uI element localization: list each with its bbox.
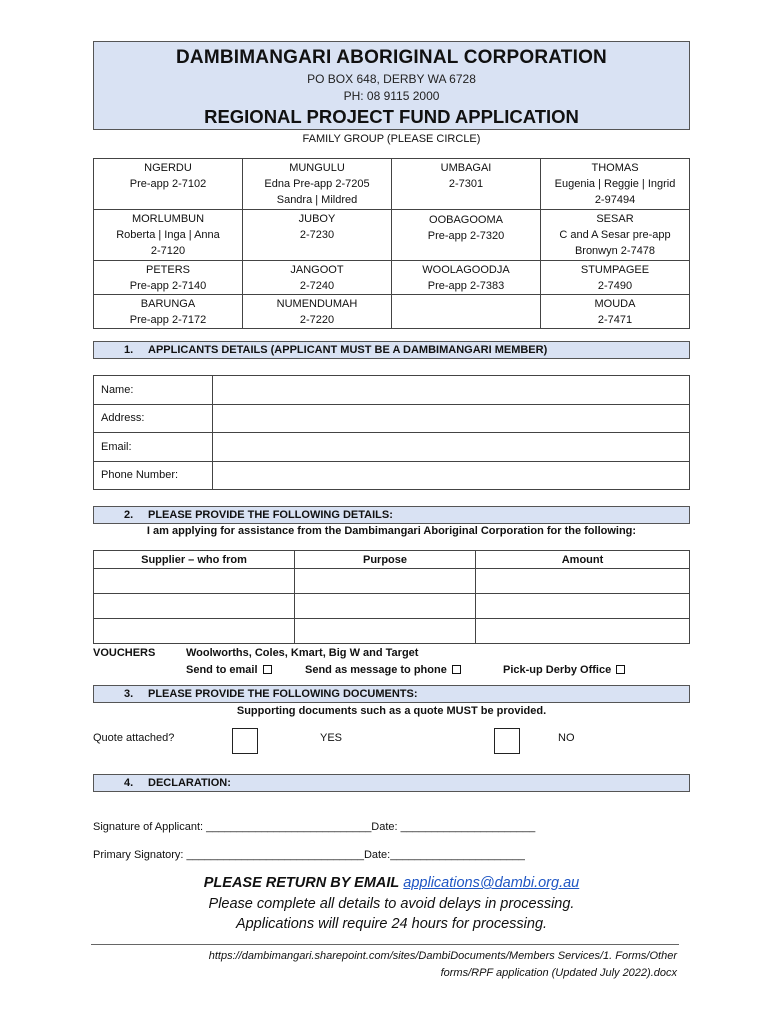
form-title: REGIONAL PROJECT FUND APPLICATION xyxy=(204,106,579,127)
return-instruction: PLEASE RETURN BY EMAIL applications@dambi.org.au xyxy=(203,875,580,891)
purpose-cell[interactable] xyxy=(295,619,476,644)
return-email-link[interactable]: applications@dambi.org.au xyxy=(403,875,580,891)
address-label: Address: xyxy=(94,404,213,433)
section-3-subtitle: Supporting documents such as a quote MUST be provided. xyxy=(236,705,547,717)
table-row xyxy=(94,594,690,619)
section-4-header: 4. DECLARATION: xyxy=(93,774,690,792)
family-cell[interactable]: BARUNGA Pre-app 2-7172 xyxy=(94,295,243,329)
name-field[interactable] xyxy=(213,376,690,405)
family-cell[interactable]: NUMENDUMAH 2-7220 xyxy=(243,295,392,329)
send-email-option[interactable]: Send to email xyxy=(186,664,272,676)
table-row xyxy=(94,569,690,594)
send-message-checkbox[interactable] xyxy=(452,665,461,674)
family-cell[interactable]: MUNGULU Edna Pre-app 2-7205 Sandra | Mildred xyxy=(243,159,392,210)
family-cell[interactable]: NGERDU Pre-app 2-7102 xyxy=(94,159,243,210)
org-phone: PH: 08 9115 2000 xyxy=(343,89,440,103)
send-email-checkbox[interactable] xyxy=(263,665,272,674)
email-label: Email: xyxy=(94,433,213,462)
pickup-checkbox[interactable] xyxy=(616,665,625,674)
family-cell[interactable]: PETERS Pre-app 2-7140 xyxy=(94,261,243,295)
amount-cell[interactable] xyxy=(476,594,690,619)
no-label: NO xyxy=(558,732,575,744)
amount-column-header: Amount xyxy=(476,551,690,569)
purpose-cell[interactable] xyxy=(295,569,476,594)
supplier-cell[interactable] xyxy=(94,619,295,644)
send-message-option[interactable]: Send as message to phone xyxy=(305,664,461,676)
email-field[interactable] xyxy=(213,433,690,462)
amount-cell[interactable] xyxy=(476,619,690,644)
family-cell[interactable]: OOBAGOOMA Pre-app 2-7320 xyxy=(392,210,541,261)
section-2-header: 2. PLEASE PROVIDE THE FOLLOWING DETAILS: xyxy=(93,506,690,524)
section-3-header: 3. PLEASE PROVIDE THE FOLLOWING DOCUMENTS: xyxy=(93,685,690,703)
applicant-details-table xyxy=(93,375,690,490)
family-cell[interactable]: UMBAGAI 2-7301 xyxy=(392,159,541,210)
family-cell-empty xyxy=(392,295,541,329)
family-cell[interactable]: STUMPAGEE 2-7490 xyxy=(541,261,690,295)
vouchers-stores: Woolworths, Coles, Kmart, Big W and Target xyxy=(186,647,419,659)
purpose-column-header: Purpose xyxy=(295,551,476,569)
section-1-header: 1. APPLICANTS DETAILS (APPLICANT MUST BE A DAMBIMANGARI MEMBER) xyxy=(93,341,690,359)
header-box xyxy=(93,41,690,130)
yes-label: YES xyxy=(320,732,343,744)
amount-cell[interactable] xyxy=(476,569,690,594)
org-address: PO BOX 648, DERBY WA 6728 xyxy=(307,72,476,86)
family-cell[interactable]: THOMAS Eugenia | Reggie | Ingrid 2-97494 xyxy=(541,159,690,210)
footer-divider xyxy=(91,944,679,945)
name-label: Name: xyxy=(94,376,213,405)
supplier-table xyxy=(93,550,690,644)
quote-attached-label: Quote attached? xyxy=(93,732,175,744)
supplier-cell[interactable] xyxy=(94,594,295,619)
footer-path: https://dambimangari.sharepoint.com/sites/DambiDocuments/Members Services/1. Forms/Other forms/RPF application (Updated July 2022).docx xyxy=(208,950,677,979)
family-cell[interactable]: WOOLAGOODJA Pre-app 2-7383 xyxy=(392,261,541,295)
family-cell[interactable]: JANGOOT 2-7240 xyxy=(243,261,392,295)
section-2-intro: I am applying for assistance from the Dambimangari Aboriginal Corporation for the following: xyxy=(146,525,637,537)
family-cell[interactable]: JUBOY 2-7230 xyxy=(243,210,392,261)
phone-label: Phone Number: xyxy=(94,461,213,490)
org-name: DAMBIMANGARI ABORIGINAL CORPORATION xyxy=(176,47,607,68)
primary-signatory-line[interactable]: Primary Signatory: _____________________________Date:______________________ xyxy=(93,849,525,861)
return-note-1: Please complete all details to avoid delays in processing. xyxy=(208,896,575,912)
address-field[interactable] xyxy=(213,404,690,433)
pickup-option[interactable]: Pick-up Derby Office xyxy=(503,664,625,676)
phone-field[interactable] xyxy=(213,461,690,490)
family-cell[interactable]: MOUDA 2-7471 xyxy=(541,295,690,329)
vouchers-label: VOUCHERS xyxy=(93,647,156,659)
quote-no-checkbox[interactable] xyxy=(494,728,520,754)
supplier-column-header: Supplier – who from xyxy=(94,551,295,569)
family-cell[interactable]: SESAR C and A Sesar pre-app Bronwyn 2-7478 xyxy=(541,210,690,261)
family-group-label: FAMILY GROUP (PLEASE CIRCLE) xyxy=(302,133,481,145)
family-group-table xyxy=(93,158,690,329)
quote-yes-checkbox[interactable] xyxy=(232,728,258,754)
purpose-cell[interactable] xyxy=(295,594,476,619)
table-row xyxy=(94,619,690,644)
applicant-signature-line[interactable]: Signature of Applicant: ___________________________Date: ______________________ xyxy=(93,821,536,833)
return-note-2: Applications will require 24 hours for processing. xyxy=(235,916,548,932)
supplier-cell[interactable] xyxy=(94,569,295,594)
family-cell[interactable]: MORLUMBUN Roberta | Inga | Anna 2-7120 xyxy=(94,210,243,261)
